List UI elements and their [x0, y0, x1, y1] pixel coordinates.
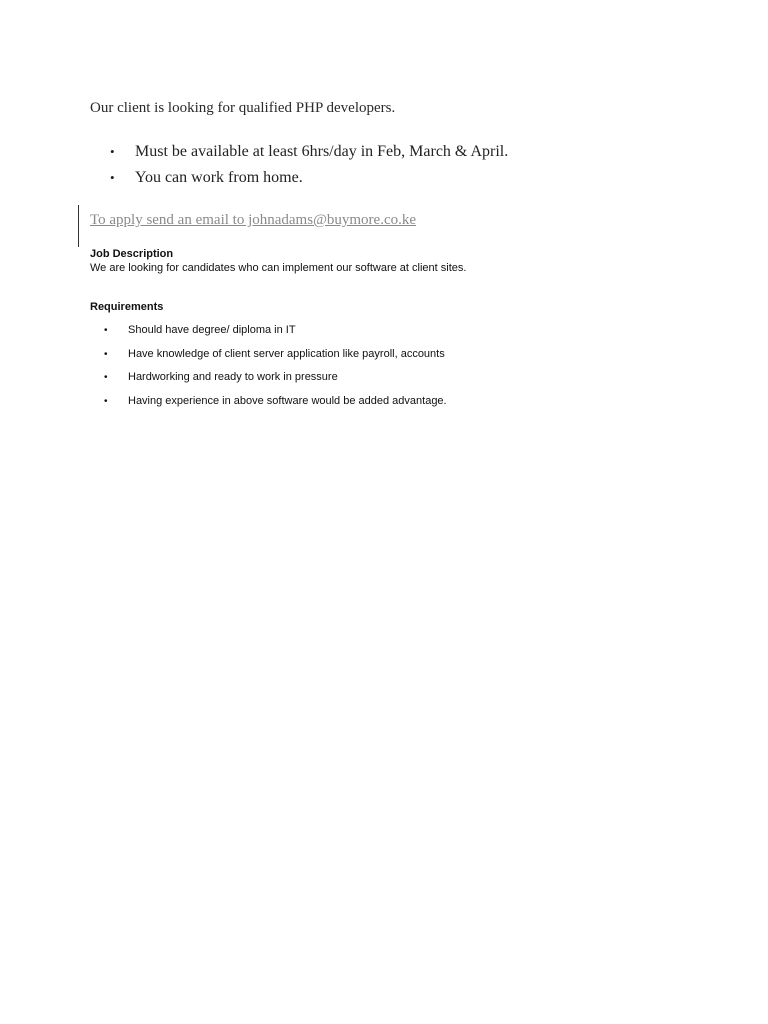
requirements-heading: Requirements [90, 301, 164, 313]
requirement-text: Hardworking and ready to work in pressure [128, 371, 338, 383]
bullet-icon: • [104, 395, 108, 407]
bullet-icon: • [110, 144, 115, 159]
condition-text: You can work from home. [135, 169, 303, 186]
job-description-text: We are looking for candidates who can implement our software at client sites. [90, 262, 467, 274]
bullet-icon: • [110, 170, 115, 185]
requirement-text: Should have degree/ diploma in IT [128, 324, 296, 336]
bullet-icon: • [104, 325, 108, 336]
apply-email-link[interactable]: To apply send an email to johnadams@buymore.co.ke [90, 212, 417, 228]
requirement-text: Have knowledge of client server application like payroll, accounts [128, 347, 445, 360]
job-description-heading: Job Description [90, 248, 174, 260]
condition-text: Must be available at least 6hrs/day in Feb, March & April. [135, 143, 509, 160]
requirement-text: Having experience in above software would be added advantage. [128, 394, 447, 407]
bullet-icon: • [104, 348, 108, 360]
bullet-icon: • [104, 372, 108, 383]
revision-change-bar [78, 205, 79, 247]
intro-text: Our client is looking for qualified PHP developers. [90, 100, 396, 116]
